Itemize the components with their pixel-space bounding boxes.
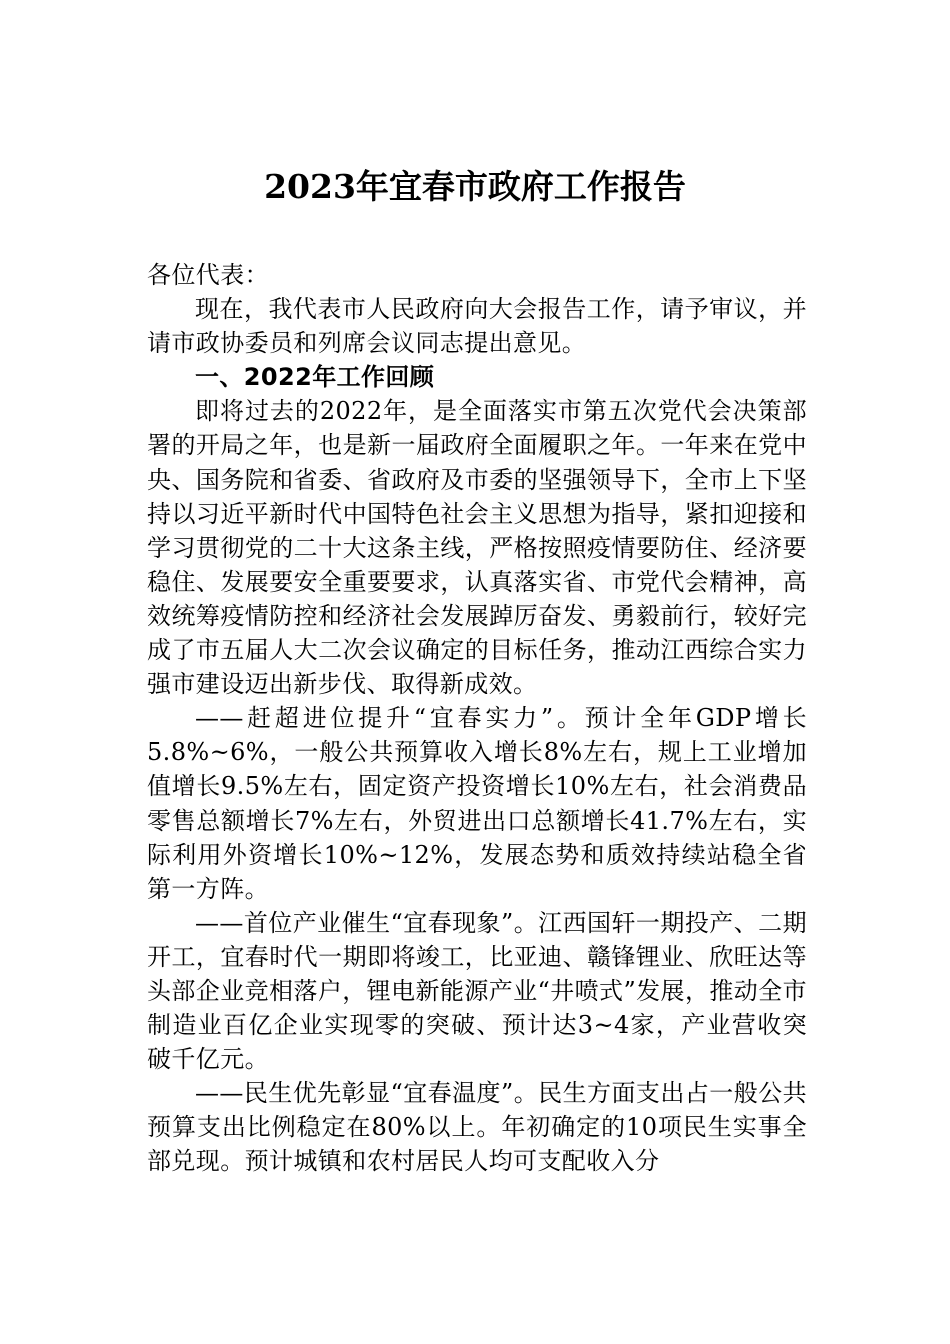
- paragraph-review: 即将过去的2022年，是全面落实市第五次党代会决策部署的开局之年，也是新一届政府全面履职之年。一年来在党中央、国务院和省委、省政府及市委的坚强领导下，全市上下坚持以习近平新时代中国特色社会主义思想为指导，紧扣迎接和学习贯彻党的二十大这条主线，严格按照疫情要防住、经济要稳住、发展要安全重要要求，认真落实省、市党代会精神，高效统筹疫情防控和经济社会发展踔厉奋发、勇毅前行，较好完成了市五届人大二次会议确定的目标任务，推动江西综合实力强市建设迈出新步伐、取得新成效。: [147, 397, 807, 699]
- document-body: [147, 258, 807, 1179]
- section-heading: 一、2022年工作回顾: [195, 363, 435, 392]
- document-title: 2023年宜春市政府工作报告: [264, 167, 686, 206]
- paragraph-strength: ——赶超进位提升“宜春实力”。预计全年GDP增长5.8%~6%，一般公共预算收入增长8%左右，规上工业增加值增长9.5%左右，固定资产投资增长10%左右，社会消费品零售总额增长7%左右，外贸进出口总额增长41.7%左右，实际利用外资增长10%~12%，发展态势和质效持续站稳全省第一方阵。: [147, 704, 807, 903]
- paragraph-livelihood: ——民生优先彰显“宜春温度”。民生方面支出占一般公共预算支出比例稳定在80%以上。年初确定的10项民生实事全部兑现。预计城镇和农村居民人均可支配收入分: [147, 1079, 807, 1176]
- salutation: 各位代表：: [147, 261, 269, 289]
- paragraph-industry: ——首位产业催生“宜春现象”。江西国轩一期投产、二期开工，宜春时代一期即将竣工，比亚迪、赣锋锂业、欣旺达等头部企业竞相落户，锂电新能源产业“井喷式”发展，推动全市制造业百亿企业实现零的突破、预计达3~4家，产业营收突破千亿元。: [147, 908, 807, 1074]
- paragraph-intro: 现在，我代表市人民政府向大会报告工作，请予审议，并请市政协委员和列席会议同志提出意见。: [147, 295, 807, 358]
